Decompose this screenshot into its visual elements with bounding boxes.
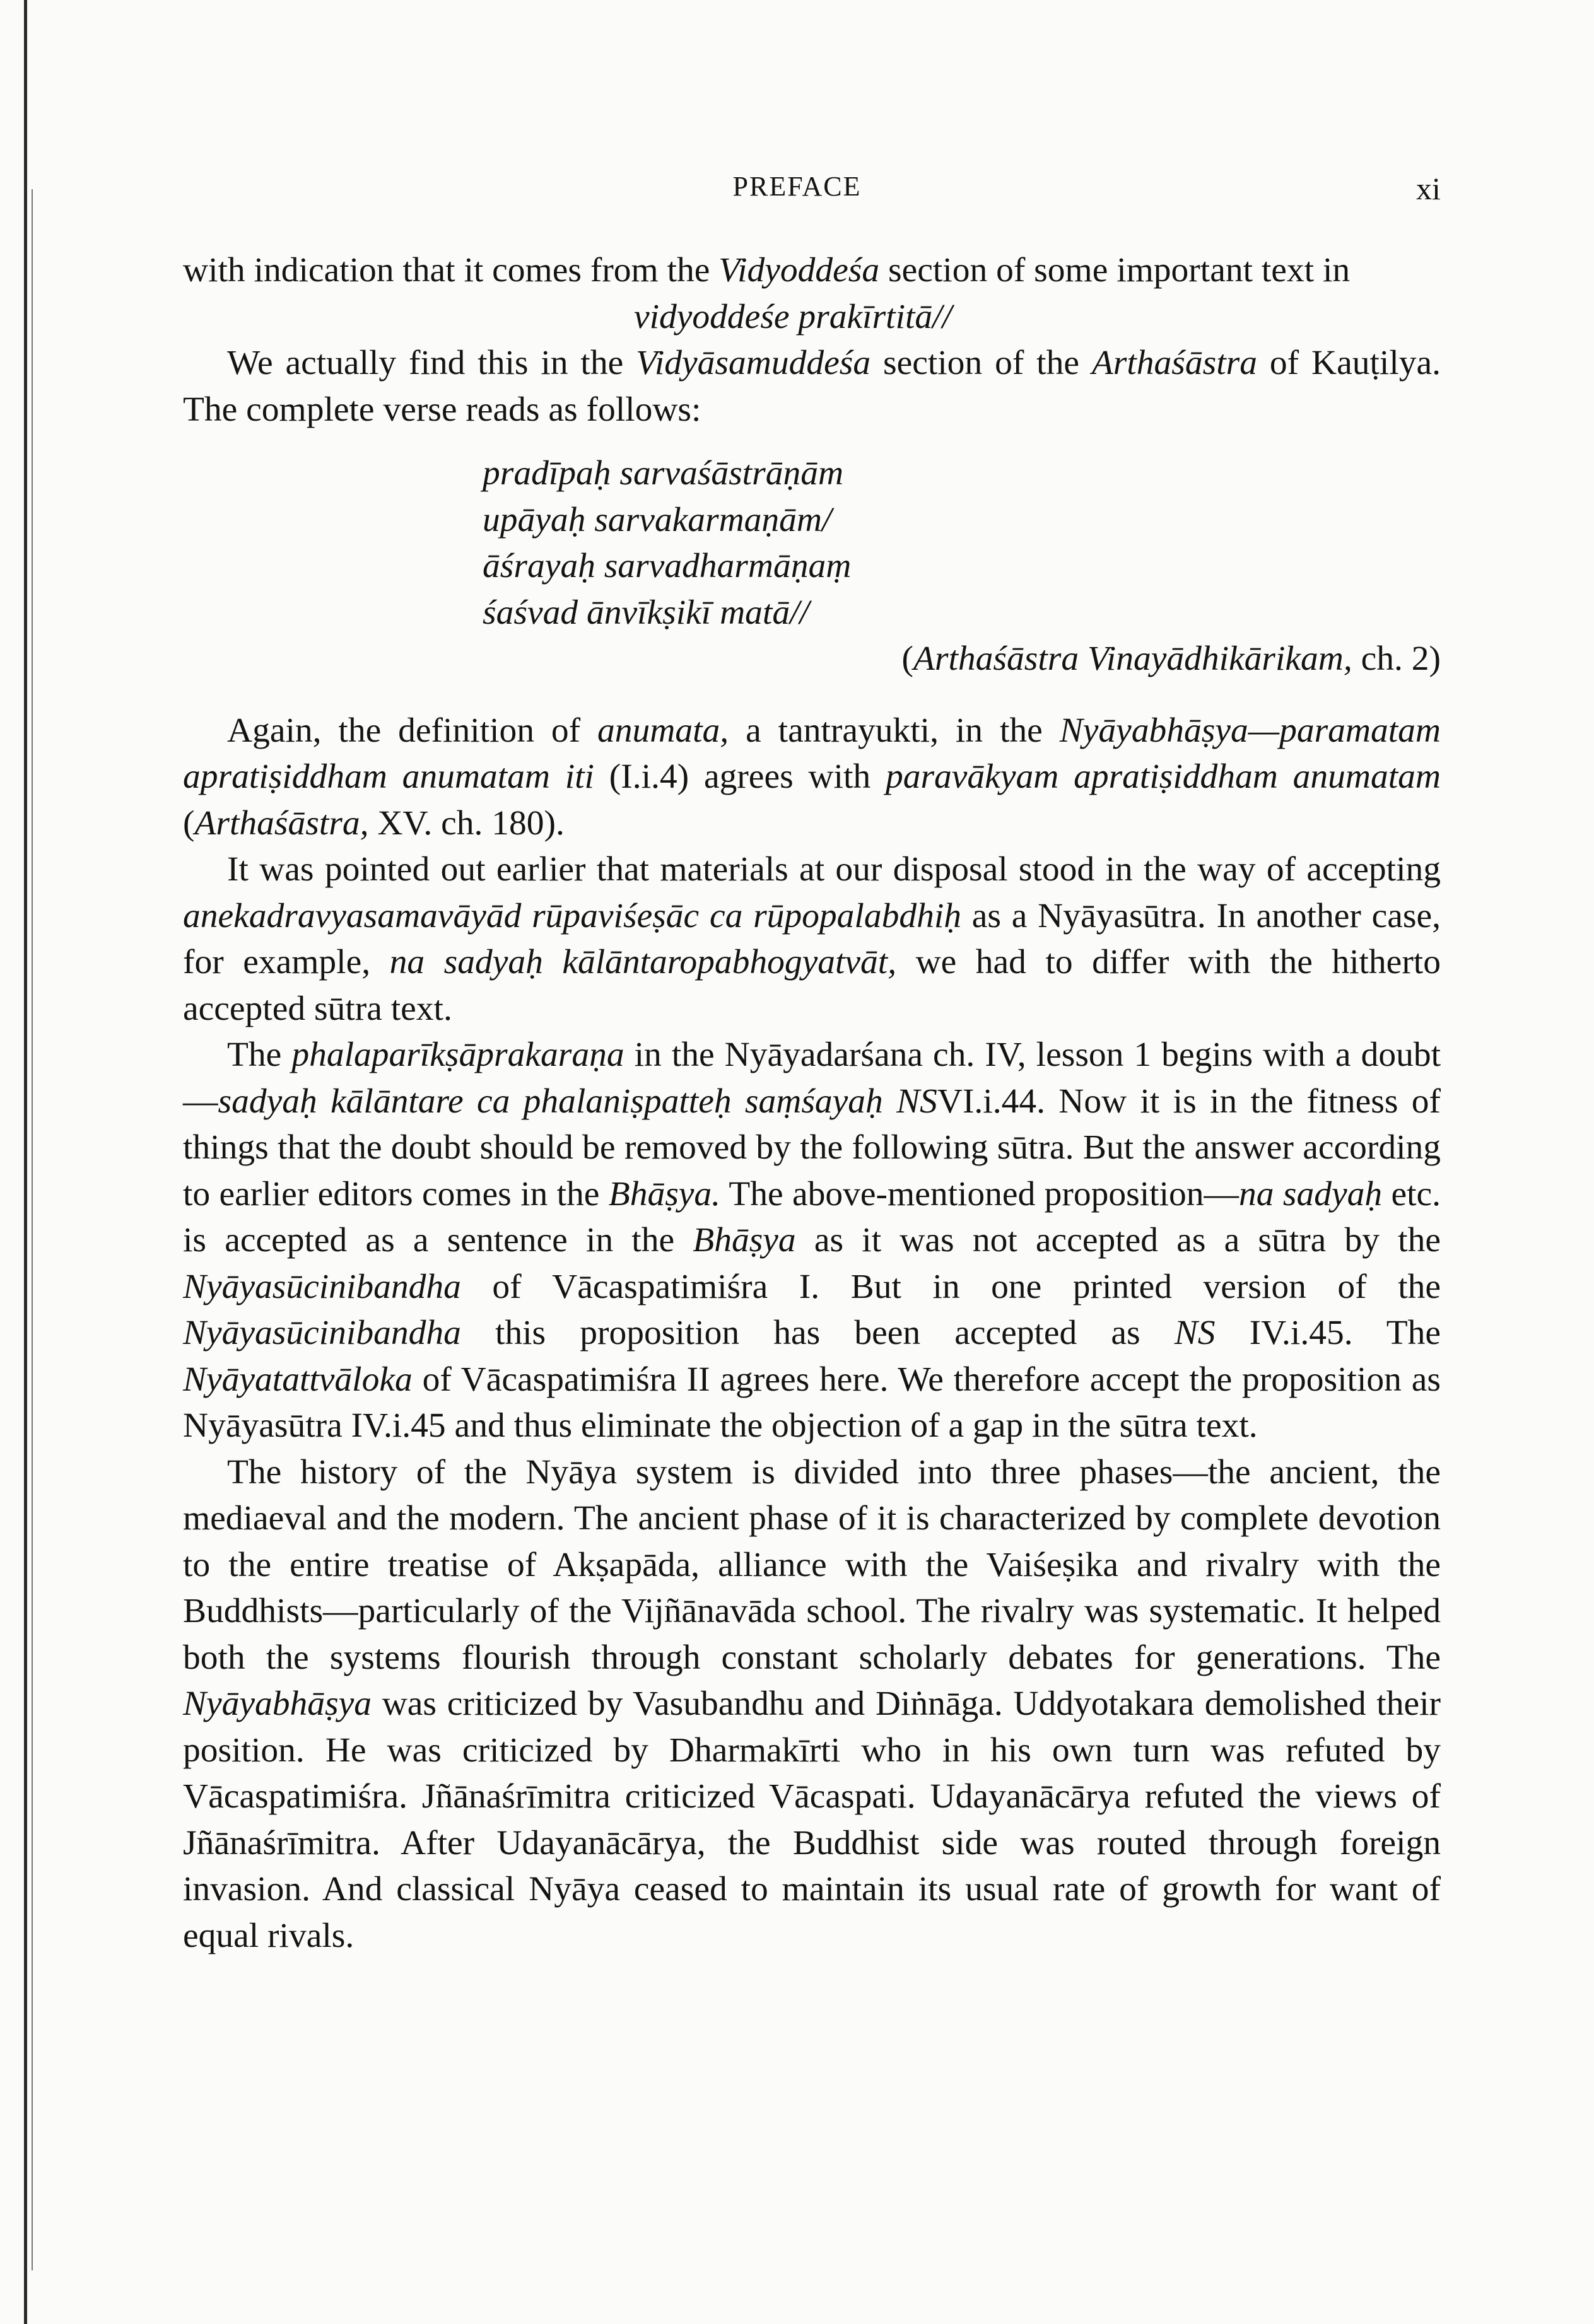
page-edge-line — [32, 189, 33, 2270]
book-spine-edge — [24, 0, 27, 2324]
italic-term: Arthaśāstra — [1091, 344, 1258, 382]
text-run: etc. is accepted as a sentence in the — [183, 1174, 1441, 1259]
text-run: was criticized by Vasubandhu and Diṅnāga. Uddyotakara demolished their position. He was criticized by Dharmakīrti who in his own turn was refuted by Vācaspatimiśra. Jñānaśrīmitra criticized Vācaspati. Udayanācārya refuted the views of Jñānaśrīmitra. After Udayanācārya, the Buddhist side was routed through foreign invasion. And classical Nyāya ceased to maintain its usual rate of growth for want of equal rivals. — [183, 1685, 1441, 1955]
text-run: ( — [901, 639, 913, 678]
text-run: It was pointed out earlier that materials at our disposal stood in the way of accepting — [227, 850, 1441, 889]
text-run: ch. 2) — [1352, 639, 1441, 678]
italic-term: na sadyaḥ kālāntaropabhogyatvāt, — [389, 943, 897, 981]
italic-term: Nyāyasūcinibandha — [183, 1314, 461, 1352]
italic-term: NS — [1174, 1314, 1216, 1352]
italic-term: Vidyāsamuddeśa — [636, 344, 871, 382]
italic-term: Arthaśāstra, — [194, 803, 369, 843]
text-run: XV. ch. 180). — [368, 803, 565, 843]
text-run: of Vācaspatimiśra II agrees here. We therefore accept the proposition as Nyāyasūtra IV.i.45 and thus eliminate the objection of a gap in the sūtra text. — [183, 1360, 1441, 1445]
italic-term: Bhāṣya. — [608, 1174, 721, 1213]
italic-term: sadyaḥ kālāntare ca phalaniṣpatteḥ saṃśayaḥ NS — [218, 1082, 937, 1121]
text-run: VI.i.44. Now it is in the fitness of things that the doubt should be removed by the following sūtra. But the answer according to earlier editors comes in the — [183, 1082, 1441, 1213]
text-run: as a Nyāyasūtra. In another case, for example, — [183, 896, 1441, 981]
text-run: of Vācaspatimiśra I. But in one printed version of the — [460, 1267, 1441, 1306]
italic-term: Nyāyabhāṣya — [183, 1685, 372, 1723]
italic-term: Nyāyabhāṣya—paramatam apratiṣiddham anumatam iti — [183, 711, 1441, 796]
text-run: ( — [183, 803, 195, 843]
italic-term: phalaparīkṣāprakaraṇa — [291, 1036, 624, 1074]
text-run: IV.i.45. The — [1215, 1314, 1441, 1352]
text-run: We actually find this in the — [227, 344, 636, 382]
paragraph-phalapariksa — [183, 1032, 1441, 1449]
paragraph-intro — [183, 247, 1441, 294]
text-run: a tantrayukti, in the — [729, 711, 1060, 750]
text-run: with indication that it comes from the — [183, 251, 719, 289]
text-run: section of the — [870, 344, 1092, 382]
text-run: we had to differ with the hitherto accepted sūtra text. — [183, 943, 1441, 1028]
italic-term: Arthaśāstra Vinayādhikārikam, — [913, 639, 1352, 678]
page-header — [0, 170, 1594, 214]
text-run: The above-mentioned proposition— — [720, 1174, 1239, 1213]
verse-line: upāyaḥ sarvakarmaṇām/ — [483, 500, 832, 539]
text-run: of Kauṭilya. The complete verse reads as follows: — [183, 344, 1441, 429]
verse-line: āśrayaḥ sarvadharmāṇaṃ — [483, 547, 852, 585]
verse-line: śaśvad ānvīkṣikī matā// — [483, 593, 809, 632]
verse-block — [483, 450, 1441, 636]
italic-term: Nyāyatattvāloka — [183, 1360, 413, 1399]
text-run: The history of the Nyāya system is divided into three phases—the ancient, the mediaeval and the modern. The ancient phase of it is characterized by complete devotion to the entire treatise of Akṣapāda, alliance with the Vaiśeṣika and rivalry with the Buddhists—particularly of the Vijñānavāda school. The rivalry was systematic. It helped both the systems flourish through constant scholarly debates for generations. The — [183, 1452, 1441, 1677]
text-run: this proposition has been accepted as — [460, 1314, 1175, 1352]
italic-term: paravākyam apratiṣiddham anumatam — [885, 757, 1441, 796]
running-title: PREFACE — [732, 171, 862, 202]
inline-verse-line: vidyoddeśe prakīrtitā// — [634, 297, 952, 336]
text-run: section of some important text in — [879, 251, 1351, 289]
text-run: as it was not accepted as a sūtra by the — [795, 1221, 1441, 1259]
italic-term: na sadyaḥ — [1239, 1174, 1383, 1213]
paragraph-anumata — [183, 708, 1441, 847]
text-run: The — [227, 1036, 292, 1074]
italic-term: Vidyoddeśa — [718, 251, 880, 289]
text-run: (I.i.4) agrees with — [594, 757, 886, 796]
italic-term: Bhāṣya — [693, 1221, 796, 1259]
italic-term: anekadravyasamavāyād rūpaviśeṣāc ca rūpopalabdhiḥ — [183, 896, 962, 935]
paragraph-materials — [183, 846, 1441, 1032]
text-run: Again, the definition of — [227, 711, 598, 750]
paragraph-history — [183, 1449, 1441, 1959]
page-body — [183, 247, 1441, 1959]
text-run: in the Nyāyadarśana ch. IV, lesson 1 begins with a doubt— — [183, 1036, 1441, 1121]
italic-term: Nyāyasūcinibandha — [183, 1267, 461, 1306]
page-number: xi — [1416, 171, 1441, 206]
verse-citation — [183, 636, 1441, 682]
paragraph-verse-intro — [183, 340, 1441, 433]
verse-line: pradīpaḥ sarvaśāstrāṇām — [483, 454, 844, 493]
italic-term: anumata, — [597, 711, 729, 750]
